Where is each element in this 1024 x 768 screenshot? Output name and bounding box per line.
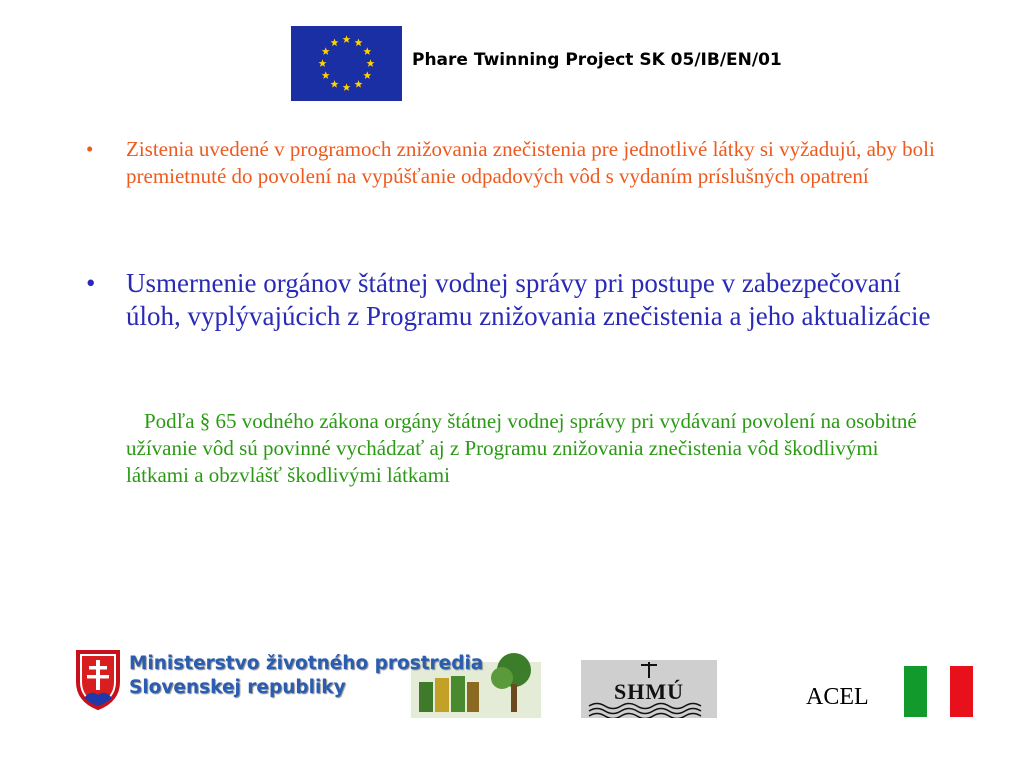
shmu-logo <box>581 660 717 718</box>
acel-label: ACEL <box>806 684 869 710</box>
eu-star <box>331 39 339 47</box>
eu-star <box>343 35 351 43</box>
header-title: Phare Twinning Project SK 05/IB/EN/01 <box>412 50 782 70</box>
bullet-text-2: Usmernenie orgánov štátnej vodnej správy pri postupe v zabezpečovaní úloh, vyplývajúcich z Programu znižovania znečistenia a jeho aktualizácie <box>126 268 931 331</box>
ministry-line-2: Slovenskej republiky <box>129 677 346 698</box>
slovak-coat-of-arms-icon <box>78 652 118 708</box>
ministry-logo <box>74 648 544 720</box>
sub-paragraph: Podľa § 65 vodného zákona orgány štátnej vodnej správy pri vydávaní povolení na osobitné užívanie vôd sú povinné vychádzať aj z Programu znižovania znečistenia vôd škodlivými látkami a obzvlášť škodlivými látkami <box>126 409 917 487</box>
bullet-marker: • <box>86 137 94 161</box>
ministry-name <box>129 652 483 700</box>
eu-star <box>363 71 371 79</box>
bullet-text-1: Zistenia uvedené v programoch znižovania znečistenia pre jednotlivé látky si vyžadujú, aby boli premietnuté do povolení na vypúšťanie odpadových vôd s vydaním príslušných opatrení <box>126 137 935 188</box>
eu-star <box>363 47 371 55</box>
eu-star <box>355 39 363 47</box>
eu-star <box>322 71 330 79</box>
eu-star <box>319 59 327 67</box>
italy-flag-icon <box>904 666 973 717</box>
ministry-line-1: Ministerstvo životného prostredia <box>129 653 484 674</box>
eu-star <box>331 80 339 88</box>
eu-star <box>367 59 375 67</box>
eu-flag-icon <box>291 26 402 101</box>
shmu-label: SHMÚ <box>614 679 684 704</box>
eu-star <box>355 80 363 88</box>
bullet-marker: • <box>86 268 96 298</box>
eu-star <box>343 83 351 91</box>
eu-star <box>322 47 330 55</box>
